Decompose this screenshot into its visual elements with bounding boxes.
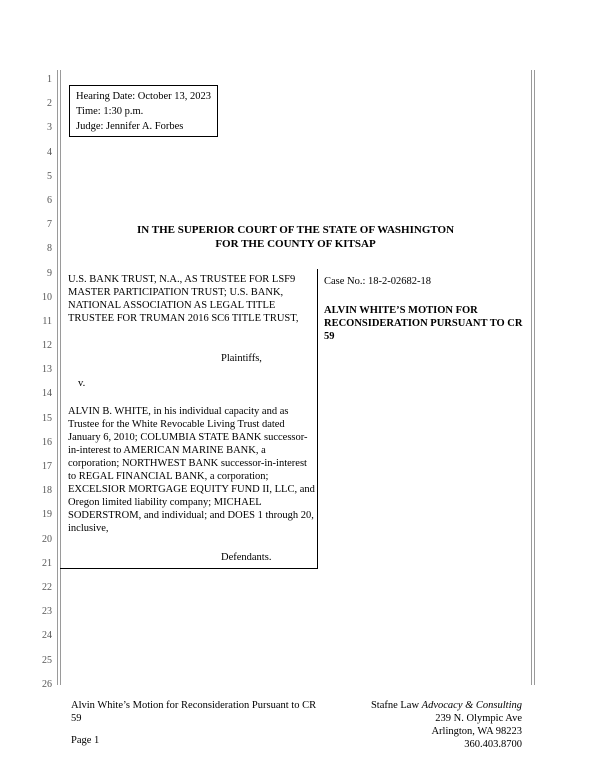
footer-page-number: Page 1 <box>71 735 100 746</box>
defendants-label: Defendants. <box>221 552 272 563</box>
firm-name-line <box>371 699 522 712</box>
line-number: 1 <box>47 74 52 85</box>
line-number: 24 <box>42 630 52 642</box>
firm-address2: Arlington, WA 98223 <box>431 726 522 737</box>
line-number: 4 <box>47 146 52 158</box>
firm-address1: 239 N. Olympic Ave <box>435 713 522 724</box>
line-number: 17 <box>42 461 52 472</box>
line-number: 20 <box>42 533 52 545</box>
line-number: 23 <box>42 606 52 618</box>
right-margin-rule-outer <box>534 70 535 685</box>
line-number: 22 <box>42 581 52 593</box>
line-number: 3 <box>47 122 52 134</box>
caption-bottom-divider <box>60 568 318 569</box>
line-number: 7 <box>47 219 52 231</box>
court-title-line1: IN THE SUPERIOR COURT OF THE STATE OF WASHINGTON <box>136 224 455 236</box>
hearing-info-box <box>69 85 218 137</box>
pleading-line-numbers <box>30 68 52 697</box>
line-number: 5 <box>47 170 52 182</box>
firm-name: Stafne Law <box>370 700 420 711</box>
line-number: 10 <box>42 291 52 303</box>
court-title-line2: FOR THE COUNTY OF KITSAP <box>215 238 376 250</box>
line-number: 14 <box>42 388 52 400</box>
firm-phone: 360.403.8700 <box>464 739 522 750</box>
versus-label: v. <box>78 378 86 389</box>
case-number: Case No.: 18-2-02682-18 <box>324 276 432 287</box>
line-number: 15 <box>42 412 52 424</box>
hearing-date: Hearing Date: October 13, 2023 <box>76 91 211 102</box>
line-number: 12 <box>42 340 52 352</box>
firm-tagline: Advocacy & Consulting <box>421 700 522 711</box>
left-margin-rule-outer <box>57 70 58 685</box>
line-number: 26 <box>42 678 52 690</box>
hearing-time: Time: 1:30 p.m. <box>76 106 144 117</box>
line-number: 6 <box>47 194 52 206</box>
line-number: 13 <box>42 364 52 376</box>
caption-vertical-divider <box>317 269 318 569</box>
line-number: 9 <box>47 267 52 279</box>
line-number: 11 <box>42 315 52 327</box>
left-margin-rule-inner <box>60 70 61 685</box>
footer-doc-title: Alvin White’s Motion for Reconsideration Pursuant to CR 59 <box>71 700 317 724</box>
line-number: 16 <box>42 436 52 448</box>
plaintiff-parties: U.S. BANK TRUST, N.A., AS TRUSTEE FOR LSF9 MASTER PARTICIPATION TRUST; U.S. BANK, NATIONAL ASSOCIATION AS LEGAL TITLE TRUSTEE FOR TRUMAN 2016 SC6 TITLE TRUST, <box>68 274 299 324</box>
hearing-judge: Judge: Jennifer A. Forbes <box>76 121 184 132</box>
line-number: 19 <box>42 509 52 521</box>
line-number: 21 <box>42 557 52 569</box>
defendant-parties: ALVIN B. WHITE, in his individual capacity and as Trustee for the White Revocable Living Trust dated January 6, 2010; COLUMBIA STATE BANK successor-in-interest to AMERICAN MARINE BANK, a corporation; NORTHWEST BANK successor-in-interest to REGAL FINANCIAL BANK, a corporation; EXCELSIOR MORTGAGE EQUITY FUND II, LLC, and Oregon limited liability company; MICHAEL SODERSTROM, and individual; and DOES 1 through 20, inclusive, <box>68 406 315 534</box>
line-number: 2 <box>47 98 52 110</box>
line-number: 8 <box>47 243 52 255</box>
motion-title: ALVIN WHITE’S MOTION FOR RECONSIDERATION PURSUANT TO CR 59 <box>324 305 523 342</box>
line-number: 25 <box>42 654 52 666</box>
plaintiffs-label: Plaintiffs, <box>221 353 262 364</box>
line-number: 18 <box>42 485 52 497</box>
footer-firm-block <box>371 699 522 751</box>
right-margin-rule-inner <box>531 70 532 685</box>
